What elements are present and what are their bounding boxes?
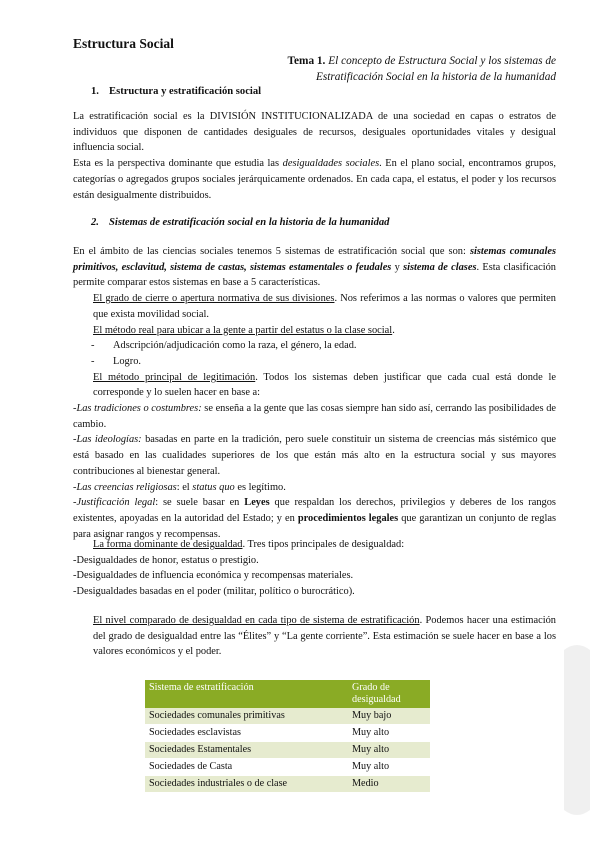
paragraph: En el ámbito de las ciencias sociales tenemos 5 sistemas de estratificación social que son: sistemas comunales primitivos, esclavitud, sistema de castas, sistemas estamentales o feudales y sistema de clases. Esta clasificación permite comparar estos sistemas en base a 5 características. bbox=[73, 246, 557, 289]
paragraph: Esta es la perspectiva dominante que estudia las desigualdades sociales. En el plano social, encontramos grupos, categorías o agregados grupos sociales jerárquicamente ordenados. En cada capa, el estatus, el poder y los recursos están desigualmente distribuidos. bbox=[73, 158, 556, 201]
table-row: Sociedades comunales primitivas Muy bajo bbox=[145, 708, 430, 725]
list-item: -Las creencias religiosas: el status quo es legítimo. bbox=[73, 481, 286, 493]
table-row: Sociedades esclavistas Muy alto bbox=[145, 725, 430, 742]
list-item: -Desigualdades de influencia económica y recompensas materiales. bbox=[73, 570, 354, 582]
topic-heading bbox=[226, 54, 556, 85]
topic-text: El concepto de Estructura Social y los sistemas de Estratificación Social en la historia de la humanidad bbox=[315, 55, 556, 83]
table-header: Sistema de estratificación bbox=[145, 680, 348, 708]
table-row: Sociedades industriales o de clase Medio bbox=[145, 776, 430, 793]
table-row: Sociedades Estamentales Muy alto bbox=[145, 742, 430, 759]
inequality-forms bbox=[73, 537, 556, 600]
table-row: Sociedades de Casta Muy alto bbox=[145, 759, 430, 776]
section-2-heading: 2. Sistemas de estratificación social en la historia de la humanidad bbox=[91, 217, 390, 228]
characteristic-3: El método principal de legitimación. Todos los sistemas deben justificar que cada cual está donde le corresponde y lo suelen hacer en base a: bbox=[93, 371, 557, 399]
section-1-body bbox=[73, 109, 556, 203]
paragraph: La estratificación social es la DIVISIÓN INSTITUCIONALIZADA de una sociedad en capas o estratos de individuos que disponen de cantidades desiguales de recursos, desiguales oportunidades vitales y desigual influencia social. bbox=[73, 111, 556, 154]
watermark-seal bbox=[560, 640, 594, 820]
list-item: - Adscripción/adjudicación como la raza, el género, la edad. bbox=[91, 340, 357, 352]
characteristic-2: El método real para ubicar a la gente a partir del estatus o la clase social. bbox=[93, 324, 395, 336]
list-item: -Las ideologías: basadas en parte en la tradición, pero suele constituir un sistema de creencias más sistémico que está basado en las cualidades superiores de los que están más alto en la estructura social y sus mayores contribuciones al bienestar general. bbox=[73, 434, 556, 477]
list-item: -Justificación legal: se suele basar en Leyes que respaldan los derechos, privilegios y deberes de los rangos existentes, apoyadas en la autoridad del Estado; y en procedimientos legales que garantizan un conjunto de reglas para asignar rangos y recompensas. bbox=[73, 497, 556, 540]
list-item: - Logro. bbox=[91, 355, 141, 367]
topic-label: Tema 1. bbox=[287, 55, 326, 67]
characteristic-4: La forma dominante de desigualdad. Tres tipos principales de desigualdad: bbox=[93, 539, 405, 550]
characteristic-5: El nivel comparado de desigualdad en cada tipo de sistema de estratificación. Podemos hacer una estimación del grado de desigualdad entre las “Élites” y “La gente corriente”. Esta estimación se suele hacer en base a los valores económicos y el poder. bbox=[93, 615, 556, 658]
list-item: -Desigualdades basadas en el poder (militar, político o burocrático). bbox=[73, 586, 355, 598]
section-2-body bbox=[73, 244, 556, 542]
list-item: -Desigualdades de honor, estatus o prestigio. bbox=[73, 554, 259, 566]
inequality-table bbox=[145, 680, 430, 793]
inequality-level bbox=[73, 613, 556, 660]
document-title: Estructura Social bbox=[73, 36, 174, 51]
section-1-heading: 1. Estructura y estratificación social bbox=[91, 86, 262, 97]
table-header: Grado de desigualdad bbox=[348, 680, 430, 708]
characteristic-1: El grado de cierre o apertura normativa de sus divisiones. Nos referimos a las normas o valores que permiten que exista movilidad social. bbox=[93, 293, 556, 320]
list-item: -Las tradiciones o costumbres: se enseña a la gente que las cosas siempre han sido así, cerrando las posibilidades de cambio. bbox=[73, 403, 556, 430]
